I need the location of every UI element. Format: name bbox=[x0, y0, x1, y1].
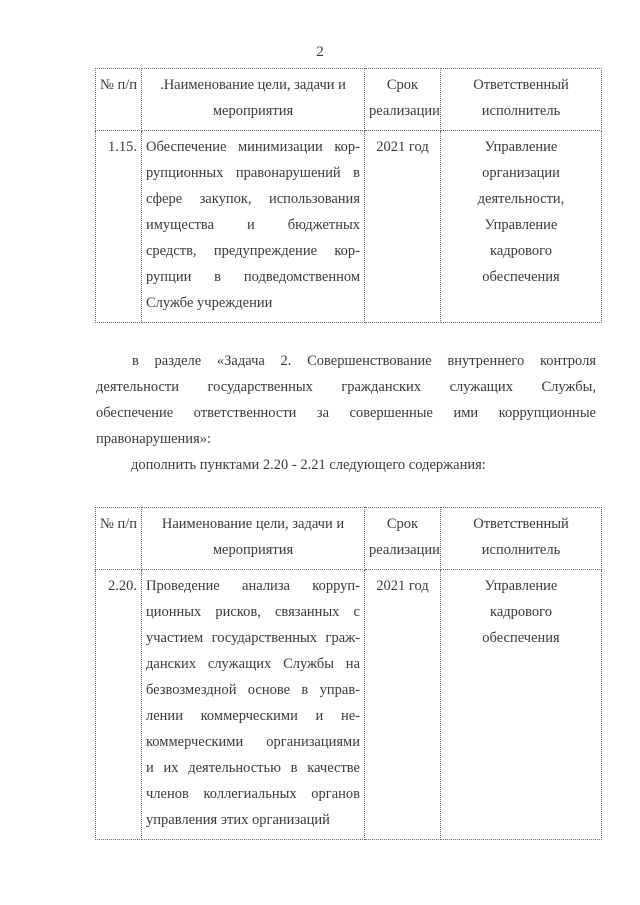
header-responsible bbox=[441, 69, 602, 131]
header-num: № п/п bbox=[96, 69, 142, 131]
row-name-line: и их деятельностью в качестве bbox=[146, 760, 360, 776]
header-term bbox=[365, 508, 441, 570]
header-term-line: реализации bbox=[369, 542, 440, 558]
row-term: 2021 год bbox=[365, 570, 441, 840]
row-name bbox=[142, 570, 365, 840]
row-name-line: Службе учреждении bbox=[146, 295, 273, 311]
table-header-row bbox=[96, 508, 602, 570]
row-resp-line: Управление bbox=[484, 139, 558, 155]
header-num: № п/п bbox=[96, 508, 142, 570]
row-name-line: сфере закупок, использования bbox=[146, 191, 360, 207]
header-resp-line: Ответственный bbox=[473, 77, 569, 93]
header-responsible bbox=[441, 508, 602, 570]
row-resp-line: Управление bbox=[484, 578, 558, 594]
row-resp-line: обеспечения bbox=[482, 269, 560, 285]
header-name-line: .Наименование цели, задачи и bbox=[160, 77, 346, 93]
row-name-line: членов коллегиальных органов bbox=[146, 786, 360, 802]
header-term-line: Срок bbox=[386, 516, 419, 532]
row-name-line: коммерческими организациями bbox=[146, 734, 360, 750]
row-name-line: рупционных правонарушений в bbox=[146, 165, 360, 181]
page-number: 2 bbox=[316, 44, 324, 60]
header-name-line: мероприятия bbox=[212, 542, 294, 558]
row-name-line: управления этих организаций bbox=[146, 812, 330, 828]
row-responsible bbox=[441, 570, 602, 840]
table-row bbox=[96, 570, 602, 840]
header-name-line: мероприятия bbox=[212, 103, 294, 119]
row-name-line: участием государственных граж- bbox=[146, 630, 360, 646]
measures-table-1 bbox=[95, 68, 602, 323]
table-header-row bbox=[96, 69, 602, 131]
section-amendment-paragraph bbox=[96, 348, 596, 452]
row-resp-line: деятельности, bbox=[477, 191, 565, 207]
row-name-line: данских служащих Службы на bbox=[146, 656, 360, 672]
header-term-line: Срок bbox=[386, 77, 419, 93]
header-term-line: реализации bbox=[369, 103, 440, 119]
paragraph-line: в разделе «Задача 2. Совершенствование внутреннего контроля bbox=[132, 353, 596, 369]
row-resp-line: кадрового bbox=[490, 604, 552, 620]
row-name-line: безвозмездной основе в управ- bbox=[146, 682, 360, 698]
paragraph-line: обеспечение ответственности за совершенные ими коррупционные bbox=[96, 405, 596, 421]
header-resp-line: исполнитель bbox=[481, 542, 561, 558]
row-responsible bbox=[441, 131, 602, 323]
row-name-line: имущества и бюджетных bbox=[146, 217, 360, 233]
row-name-line: рупции в подведомственном bbox=[146, 269, 360, 285]
row-resp-line: Управление bbox=[484, 217, 558, 233]
header-resp-line: исполнитель bbox=[481, 103, 561, 119]
row-num: 1.15. bbox=[96, 131, 142, 323]
row-name-line: Обеспечение минимизации кор- bbox=[146, 139, 360, 155]
row-name-line: лении коммерческими и не- bbox=[146, 708, 360, 724]
header-name bbox=[142, 69, 365, 131]
row-resp-line: кадрового bbox=[490, 243, 552, 259]
row-resp-line: организации bbox=[482, 165, 560, 181]
row-num: 2.20. bbox=[96, 570, 142, 840]
supplement-paragraph: дополнить пунктами 2.20 - 2.21 следующего содержания: bbox=[131, 457, 486, 473]
paragraph-line: правонарушения»: bbox=[96, 431, 212, 447]
row-resp-line: обеспечения bbox=[482, 630, 560, 646]
row-term: 2021 год bbox=[365, 131, 441, 323]
header-name bbox=[142, 508, 365, 570]
header-resp-line: Ответственный bbox=[473, 516, 569, 532]
row-name-line: ционных рисков, связанных с bbox=[146, 604, 360, 620]
header-name-line: Наименование цели, задачи и bbox=[161, 516, 345, 532]
row-name bbox=[142, 131, 365, 323]
row-name-line: Проведение анализа корруп- bbox=[146, 578, 360, 594]
row-name-line: средств, предупреждение кор- bbox=[146, 243, 360, 259]
table-row bbox=[96, 131, 602, 323]
paragraph-line: деятельности государственных гражданских служащих Службы, bbox=[96, 379, 596, 395]
header-term bbox=[365, 69, 441, 131]
measures-table-2 bbox=[95, 507, 602, 840]
